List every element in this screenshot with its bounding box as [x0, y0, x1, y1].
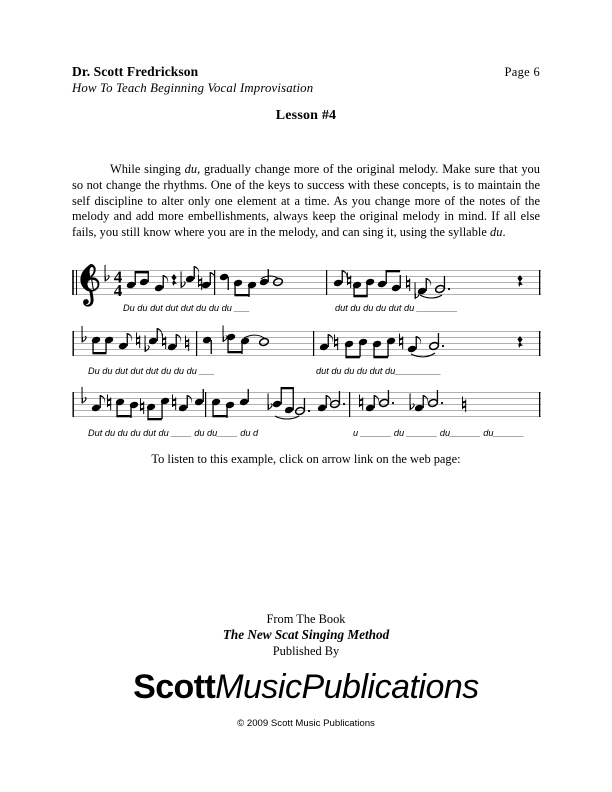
book-title: How To Teach Beginning Vocal Improvisation	[72, 81, 314, 95]
copyright-notice: © 2009 Scott Music Publications	[237, 718, 375, 729]
lyrics-staff-1	[123, 303, 458, 313]
paragraph-text-2: , gradually change more of the original melody. Make sure that you so not change the rhythms. One of the keys to success with these concepts, is to maintain the self discipline to alter only one element at a time. As you change more of the notes of the melody and add more embellishments, always keep the original melody in mind. If all else fails, you still know where you are in the melody, and can sing it, using the syllable	[72, 162, 540, 239]
publisher-logo	[0, 668, 612, 706]
notes-staff-3-m3	[359, 390, 466, 412]
staff-3	[73, 387, 542, 438]
staff-2	[73, 325, 542, 376]
from-the-book-label: From The Book	[266, 612, 346, 626]
lyrics-staff-2-second: dut du du du dut du_________	[316, 366, 442, 376]
source-book-title: The New Scat Singing Method	[222, 627, 390, 642]
key-signature-1	[105, 265, 110, 282]
paragraph-emphasis-du-2: du	[490, 224, 503, 239]
svg-text:4: 4	[113, 281, 123, 300]
listen-instruction: To listen to this example, click on arrow link on the web page:	[151, 452, 461, 466]
paragraph-text-3: .	[502, 224, 506, 239]
key-signature-2	[82, 326, 87, 343]
key-signature-3	[82, 387, 87, 404]
author-name: Dr. Scott Fredrickson	[72, 64, 199, 79]
notes-staff-1-m2	[219, 269, 283, 297]
notes-staff-3-m2	[211, 387, 345, 419]
page-footer	[0, 612, 612, 729]
logo-word-scott: Scott	[133, 668, 216, 706]
lyrics-staff-2	[88, 366, 441, 376]
lyrics-staff-3-second: u ______ du ______ du______ du______	[353, 428, 525, 438]
header-row	[72, 64, 540, 80]
lyrics-staff-3	[88, 428, 524, 438]
music-staves-svg	[68, 258, 546, 444]
staff-1	[72, 264, 541, 313]
paragraph-text-1: While singing	[110, 162, 185, 177]
paragraph-emphasis-du-1: du	[184, 162, 198, 177]
time-signature-1	[114, 268, 123, 301]
lyrics-staff-3-first: Dut du du du dut du ____ du du____ du d	[88, 428, 259, 438]
lyrics-staff-1-second: dut du du du dut du ________	[335, 303, 458, 313]
body-paragraph	[72, 162, 540, 240]
logo-word-musicpublications: MusicPublications	[215, 668, 479, 706]
lyrics-staff-2-first: Du du dut dut dut du du du ___	[88, 366, 215, 376]
page-header	[72, 64, 540, 96]
published-by-label: Published By	[272, 644, 340, 658]
lyrics-staff-1-first: Du du dut dut dut du du du ___	[123, 303, 250, 313]
music-notation-system	[68, 258, 546, 444]
svg-text:4: 4	[113, 267, 123, 287]
page-number: Page 6	[504, 65, 540, 79]
notes-staff-2-m3	[319, 333, 444, 358]
lesson-title: Lesson #4	[275, 108, 337, 123]
